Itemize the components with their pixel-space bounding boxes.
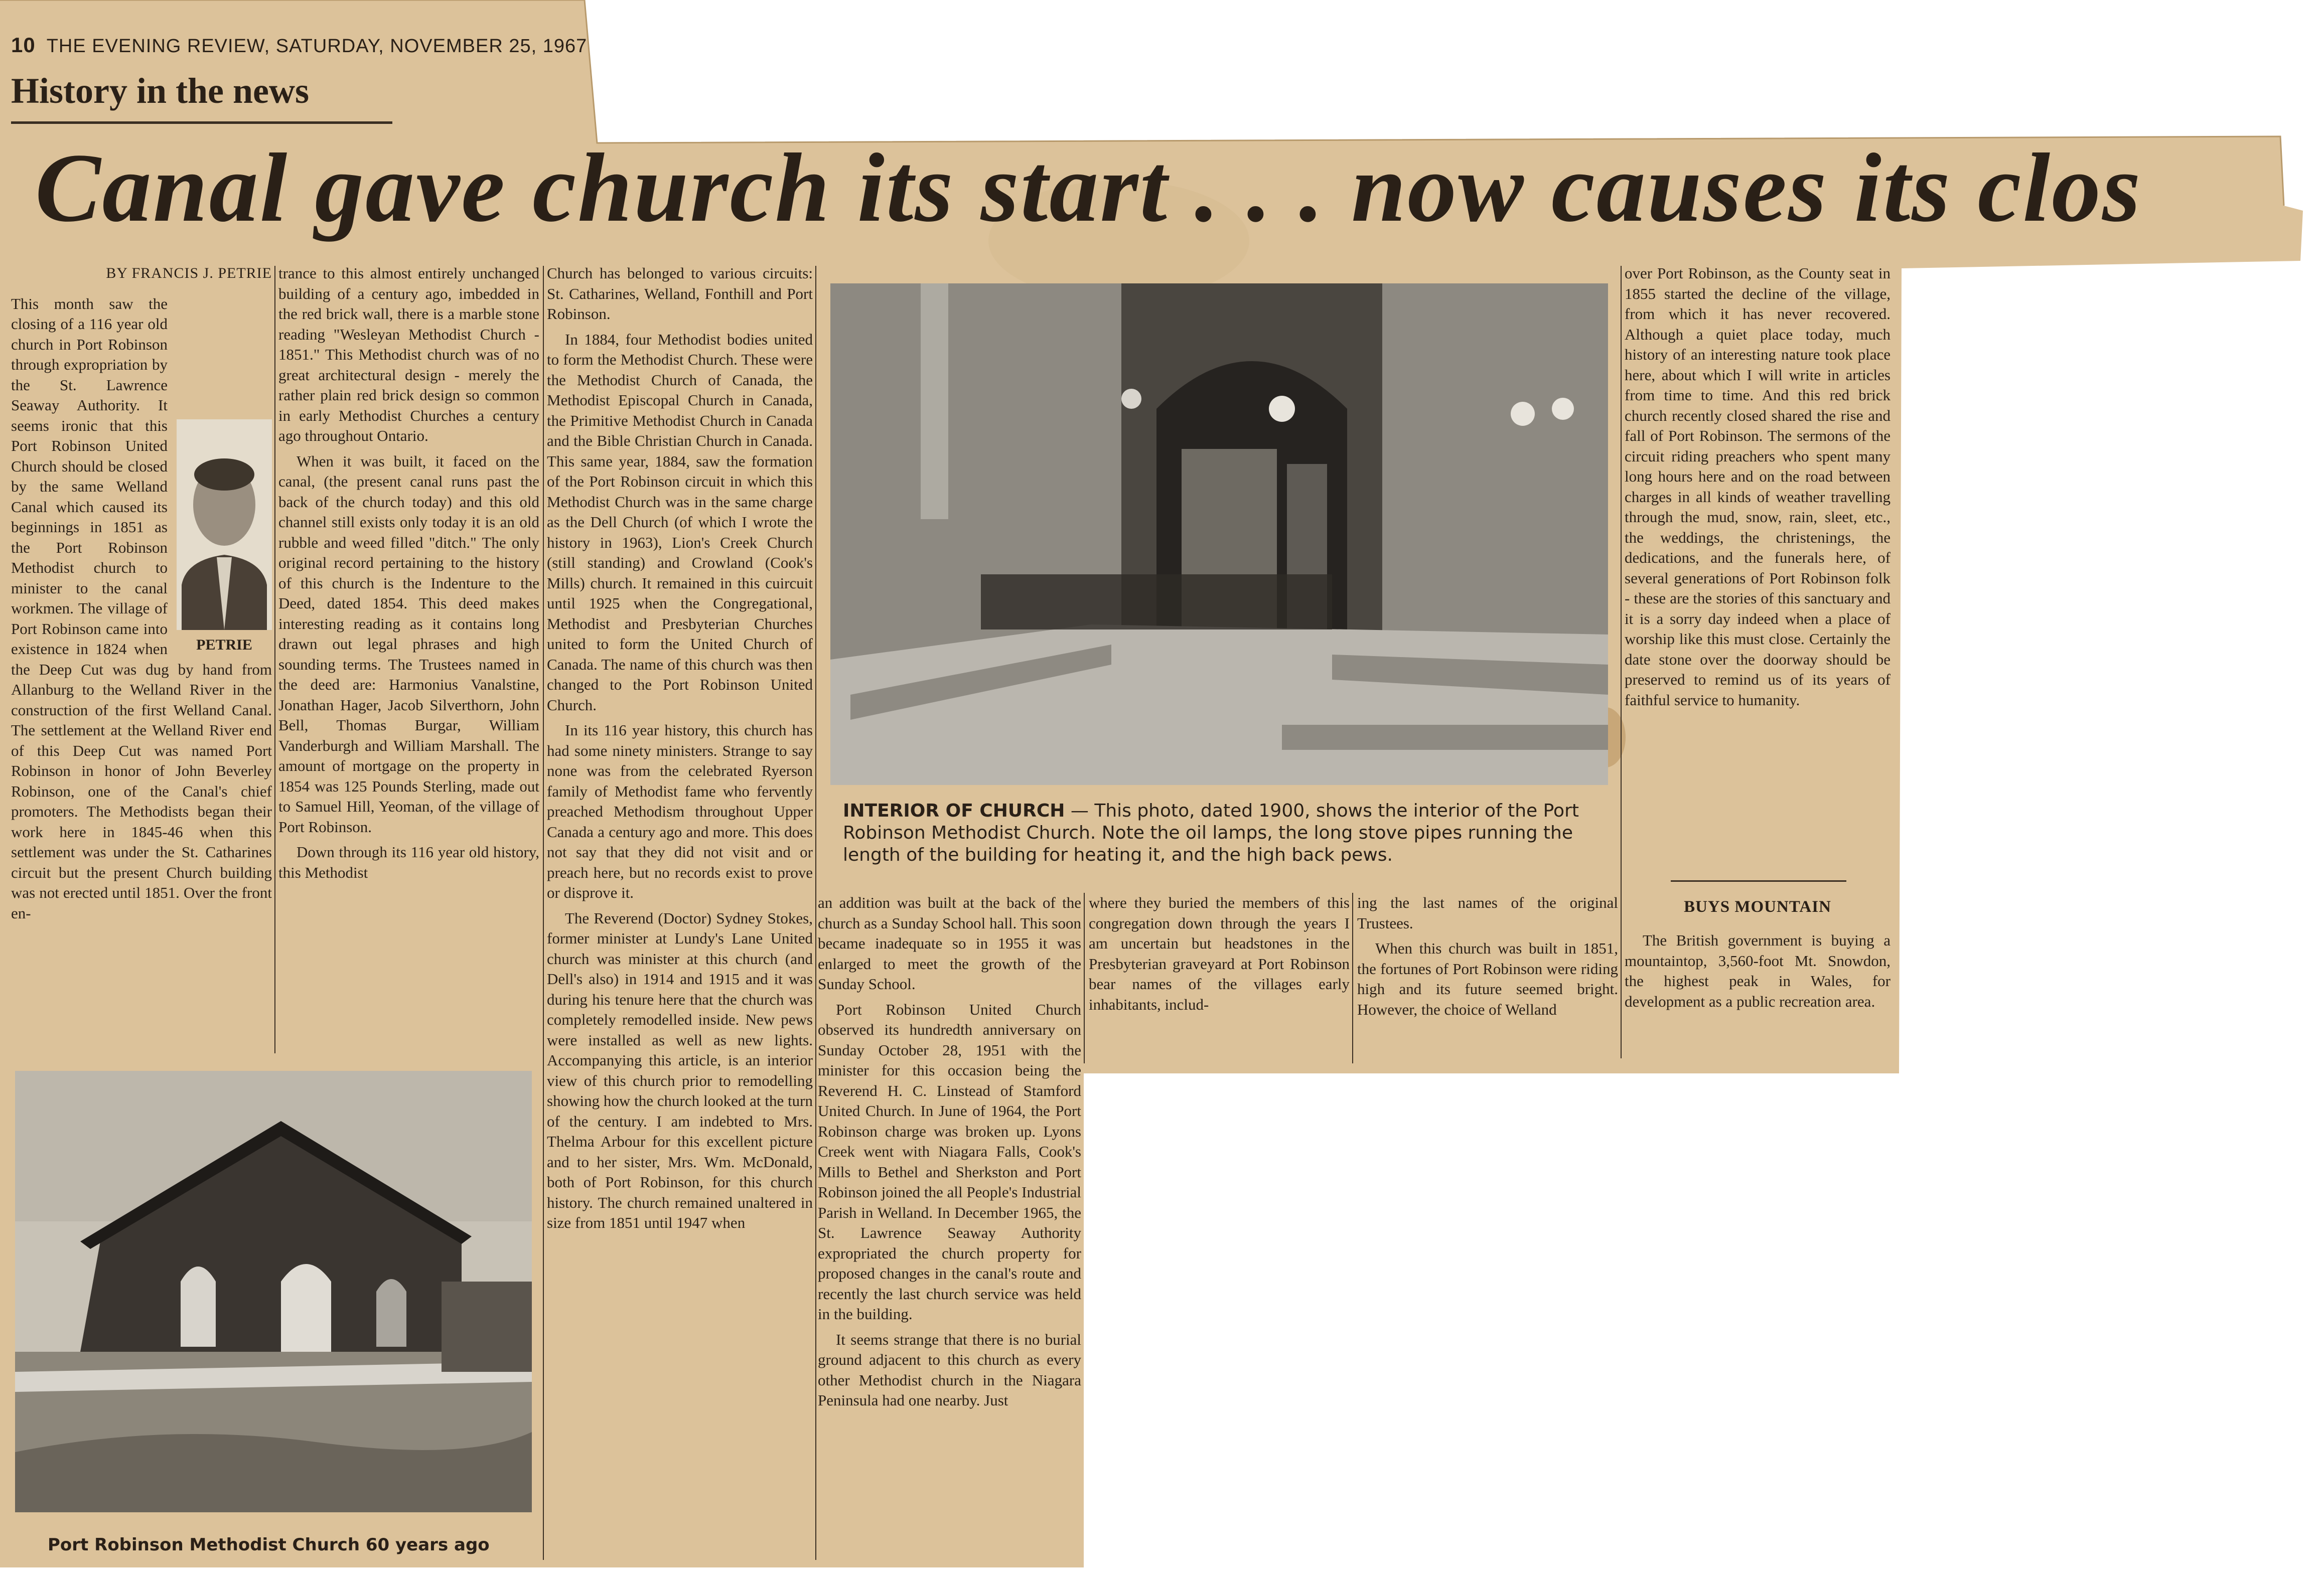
- col7-paragraph-1: over Port Robinson, as the County seat in 1855 started the decline of the village, from which it has never recovered. Although a quiet place today, much history of an interesting nature took place here, about which I will write in articles from time to time. And this red brick church recently closed shared the rise and fall of Port Robinson. The sermons of the circuit riding preachers who spent many long hours here and on the road between charges in all kinds of weather travelling through the mud, snow, rain, sleet, etc., the weddings, the christenings, the dedications, and the funerals here, of several generations of Port Robinson folk - these are the stories of this sanctuary and it is a sorry day indeed when a place of worship like this must close. Certainly the date stone over the doorway should be preserved to remind us of its years of faithful service to humanity.: [1625, 264, 1891, 709]
- col4-paragraph-3: It seems strange that there is no burial ground adjacent to this church as every other Methodist church in the Niagara Peninsula had one nearby. Just: [818, 1330, 1081, 1409]
- col3-paragraph-3: In its 116 year history, this church has had some ninety ministers. Strange to say none was from the celebrated Ryerson family of Methodist fame who fervently preached Methodism throughout Upper Canada a century ago and more. This does not say that they did not visit and or preach here, but no records exist to prove or disprove it.: [547, 721, 813, 901]
- exterior-photo-image: [15, 1071, 532, 1512]
- article-column-4: [818, 893, 1081, 1560]
- headline: Canal gave church its start . . . now causes its clos: [35, 133, 2142, 242]
- col6-paragraph-1: ing the last names of the original Trustees.: [1357, 894, 1618, 932]
- portrait-caption: PETRIE: [196, 637, 252, 653]
- column-rule: [815, 266, 816, 1560]
- column-rule: [1352, 893, 1353, 1063]
- interior-caption-lead: INTERIOR OF CHURCH: [843, 801, 1065, 821]
- section-underline: [11, 121, 392, 124]
- col3-paragraph-2: In 1884, four Methodist bodies united to form the Methodist Church. These were the Methodist Church of Canada, the Methodist Episcopal Church in Canada, the Primitive Methodist Church in Canada and the Bible Christian Church in Canada. This same year, 1884, saw the formation of the Port Robinson circuit in which this Methodist Church was in the same charge as the Dell Church (of which I wrote the history in 1963), Lion's Creek Church (still standing) and Crowland (Cook's Mills) church. It remained in this cuircuit until 1925 when the Congregational, Methodist and Presbyterian Churches united to form the United Church of Canada. The name of this church was then changed to the Port Robinson United Church.: [547, 330, 813, 714]
- col2-paragraph-3: Down through its 116 year old history, this Methodist: [278, 843, 539, 881]
- col4-paragraph-1: an addition was built at the back of the church as a Sunday School hall. This soon became inadequate so in 1955 it was enlarged to meet the growth of the Sunday School.: [818, 894, 1081, 993]
- column-rule: [1084, 893, 1085, 1063]
- exterior-photo-caption: Port Robinson Methodist Church 60 years ago: [48, 1535, 490, 1555]
- column-rule: [274, 266, 275, 1053]
- article-column-5: [1089, 893, 1350, 1058]
- dateline: THE EVENING REVIEW, SATURDAY, NOVEMBER 25, 1967: [46, 36, 588, 57]
- article-column-1: [11, 263, 272, 1051]
- col1-paragraph-1: This month saw the closing of a 116 year old church in Port Robinson through expropriation by the St. Lawrence Seaway Authority. It seems ironic that this Port Robinson United Church should be closed by the same Welland Canal which caused its beginnings in 1851 as the Port Robinson Methodist church to minister to the canal workmen. The village of Port Robinson came into existence in 1824 when the Deep Cut was dug by hand from Allanburg to the Welland River in the construction of the first Welland Canal. The settlement at the Welland River end of this Deep Cut was named Port Robinson in honor of John Beverley Robinson, one of the Canal's chief promoters. The Methodists began their work here in 1845-46 when this settlement was under the St. Catharines circuit but the present Church building was not erected until 1851. Over the front en-: [11, 294, 272, 922]
- interior-photo: [830, 283, 1608, 865]
- interior-photo-image: [830, 283, 1608, 785]
- sidebar-title: BUYS MOUNTAIN: [1684, 898, 1831, 916]
- column-rule: [543, 266, 544, 1560]
- byline: BY FRANCIS J. PETRIE: [106, 265, 272, 281]
- col2-paragraph-1: trance to this almost entirely unchanged building of a century ago, imbedded in the red brick wall, there is a marble stone reading "Wesleyan Methodist Church - 1851." This Methodist church was of no great architectural design - merely the rather plain red brick design so common in early Methodist Churches a century ago throughout Ontario.: [278, 264, 539, 444]
- column-rule: [1621, 266, 1622, 1058]
- portrait-photo: [177, 419, 272, 630]
- sidebar-rule: [1671, 880, 1846, 882]
- col2-paragraph-2: When it was built, it faced on the canal, (the present canal runs past the back of the church today) and this old channel still exists only today it is an old rubble and weed filled "ditch." The only original record pertaining to the history of this church is the Indenture to the Deed, dated 1854. This deed makes interesting reading as it contains long drawn out legal phrases and high sounding terms. The Trustees named in the deed are: Harmonius Vanalstine, Jonathan Hager, Jacob Silverthorn, John Bell, Thomas Burgar, William Vanderburgh and William Marshall. The amount of mortgage on the property in 1854 was 125 Pounds Sterling, made out to Samuel Hill, Yeoman, of the village of Port Robinson.: [278, 452, 539, 836]
- col5-paragraph-1: where they buried the members of this congregation down through the years I am uncertain but headstones in the Presbyterian graveyard at Port Robinson bear names of the villages early inhabitants, includ-: [1089, 894, 1350, 1013]
- article-column-3: [547, 263, 813, 1562]
- sidebar-body: [1625, 930, 1891, 1061]
- sidebar-text: The British government is buying a mountaintop, 3,560-foot Mt. Snowdon, the highest peak in Wales, for development as a public recreation area.: [1625, 931, 1891, 1010]
- masthead-line: [11, 33, 587, 57]
- col3-paragraph-1: Church has belonged to various circuits: St. Catharines, Welland, Fonthill and Port Robinson.: [547, 264, 813, 323]
- author-portrait: [177, 419, 272, 655]
- exterior-photo: [15, 1071, 532, 1512]
- article-column-6: [1357, 893, 1618, 1058]
- interior-photo-caption: [843, 800, 1606, 866]
- interior-caption-text: — This photo, dated 1900, shows the interior of the Port Robinson Methodist Church. Note the oil lamps, the long stove pipes running the length of the building for heating it, and the high back pews.: [843, 801, 1579, 865]
- article-column-7: [1625, 263, 1891, 870]
- section-title: History in the news: [11, 71, 309, 111]
- page-number: 10: [11, 33, 36, 57]
- col4-paragraph-2: Port Robinson United Church observed its hundredth anniversary on Sunday October 28, 1951 with the minister for this occasion being the Reverend H. C. Linstead of Stamford United Church. In June of 1964, the Port Robinson charge was broken up. Lyons Creek went with Niagara Falls, Cook's Mills to Bethel and Sherkston and Port Robinson joined the all People's Industrial Parish in Welland. In December 1965, the St. Lawrence Seaway Authority expropriated the church property for proposed changes in the canal's route and recently the last church service was held in the building.: [818, 1000, 1081, 1323]
- article-column-2: [278, 263, 539, 1061]
- col6-paragraph-2: When this church was built in 1851, the fortunes of Port Robinson were riding high and its future seemed bright. However, the choice of Welland: [1357, 939, 1618, 1018]
- col3-paragraph-4: The Reverend (Doctor) Sydney Stokes, former minister at Lundy's Lane United church was minister at this church (and Dell's also) in 1914 and 1915 and it was during his tenure here that the church was completely remodelled inside. New pews were installed as well as new lights. Accompanying this article, is an interior view of this church prior to remodelling showing how the church looked at the turn of the century. I am indebted to Mrs. Thelma Arbour for this excellent picture and to her sister, Mrs. Wm. McDonald, both of Port Robinson, for this church history. The church remained unaltered in size from 1851 until 1947 when: [547, 909, 813, 1231]
